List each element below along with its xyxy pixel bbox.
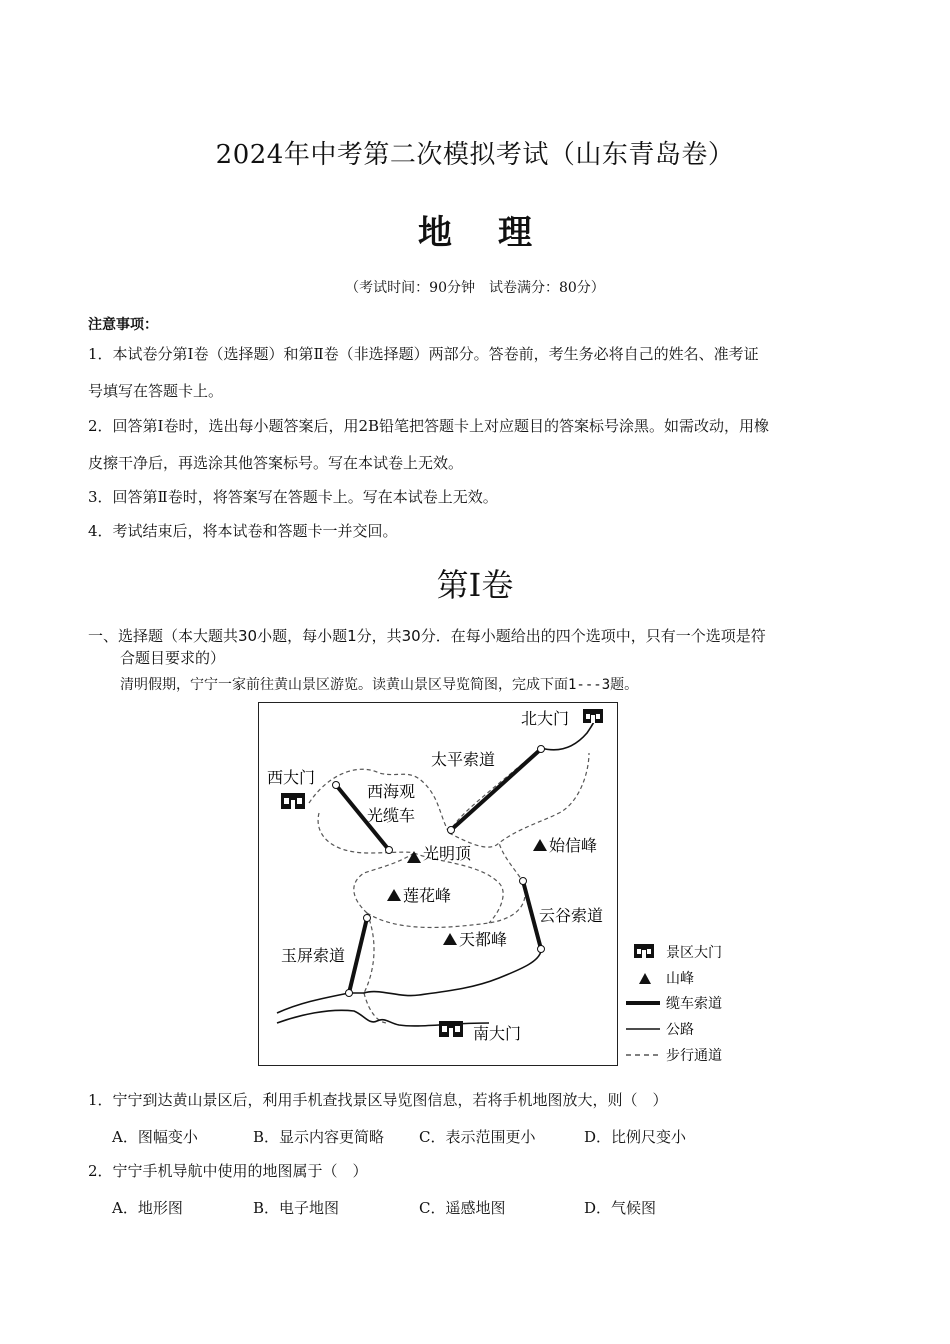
shixinfeng-label: 始信峰 [549,836,598,855]
cable-stations [333,746,545,997]
peak-icon [639,973,651,984]
question-option: D．比例尺变小 [584,1128,687,1146]
legend-gate-label: 景区大门 [666,945,722,961]
notice-line: 号填写在答题卡上。 [88,382,224,400]
xihai-cableway-label: 西海观 [367,782,416,801]
notice-line: 3．回答第Ⅱ卷时，将答案写在答题卡上。写在本试卷上无效。 [88,488,498,506]
gate-icon [281,793,305,809]
question-option: B．显示内容更简略 [253,1128,385,1146]
exam-time-info: （考试时间：90分钟 试卷满分：80分） [345,280,605,296]
question-option: D．气候图 [584,1199,657,1217]
notice-title: 注意事项： [88,317,158,333]
question-option: A．地形图 [112,1199,183,1217]
west-gate-label: 西大门 [267,768,316,787]
south-gate-label: 南大门 [473,1024,522,1043]
legend-trail-label: 步行通道 [666,1048,722,1064]
question-intro: 清明假期，宁宁一家前往黄山景区游览。读黄山景区导览简图，完成下面1---3题。 [120,677,639,693]
tiandufeng-label: 天都峰 [459,930,508,949]
notice-line: 皮擦干净后，再选涂其他答案标号。写在本试卷上无效。 [88,454,464,472]
legend-peak-label: 山峰 [666,971,694,987]
gate-icon [439,1021,463,1037]
legend-cableway-label: 缆车索道 [666,996,722,1012]
map-legend [622,940,742,1070]
xihai-cableway-label-2: 光缆车 [367,806,416,825]
question-option: C．遥感地图 [419,1199,506,1217]
yungu-cableway-label: 云谷索道 [539,906,604,925]
question-option: B．电子地图 [253,1199,340,1217]
question-stem: 1．宁宁到达黄山景区后，利用手机查找景区导览图信息，若将手机地图放大，则（ ） [88,1091,668,1109]
guangmingding-label: 光明顶 [423,844,472,863]
yuping-cableway-label: 玉屏索道 [281,946,346,965]
legend-road-label: 公路 [666,1022,694,1038]
huangshan-map [258,702,618,1066]
north-gate-label: 北大门 [521,709,570,728]
notice-line: 1．本试卷分第Ⅰ卷（选择题）和第Ⅱ卷（非选择题）两部分。答卷前，考生务必将自己的姓名、准考证 [88,345,759,363]
question-option: A．图幅变小 [112,1128,198,1146]
question-stem: 2．宁宁手机导航中使用的地图属于（ ） [88,1162,368,1180]
part-heading-cont: 合题目要求的） [120,649,226,667]
gate-icon [634,944,654,958]
map-drawing [259,703,619,1067]
section-title: 第Ⅰ卷 [436,566,514,604]
question-option: C．表示范围更小 [419,1128,536,1146]
taiping-cableway-label: 太平索道 [431,750,496,769]
gate-icon [583,709,603,723]
exam-title: 2024年中考第二次模拟考试（山东青岛卷） [215,140,735,170]
subject-title: 地理 [418,213,578,253]
part-heading: 一、选择题（本大题共30小题，每小题1分，共30分．在每小题给出的四个选项中，只有一个选项是符 [88,627,766,645]
lianhuafeng-label: 莲花峰 [403,886,452,905]
notice-line: 4．考试结束后，将本试卷和答题卡一并交回。 [88,522,398,540]
notice-line: 2．回答第Ⅰ卷时，选出每小题答案后，用2B铅笔把答题卡上对应题目的答案标号涂黑。如需改动，用橡 [88,417,770,435]
